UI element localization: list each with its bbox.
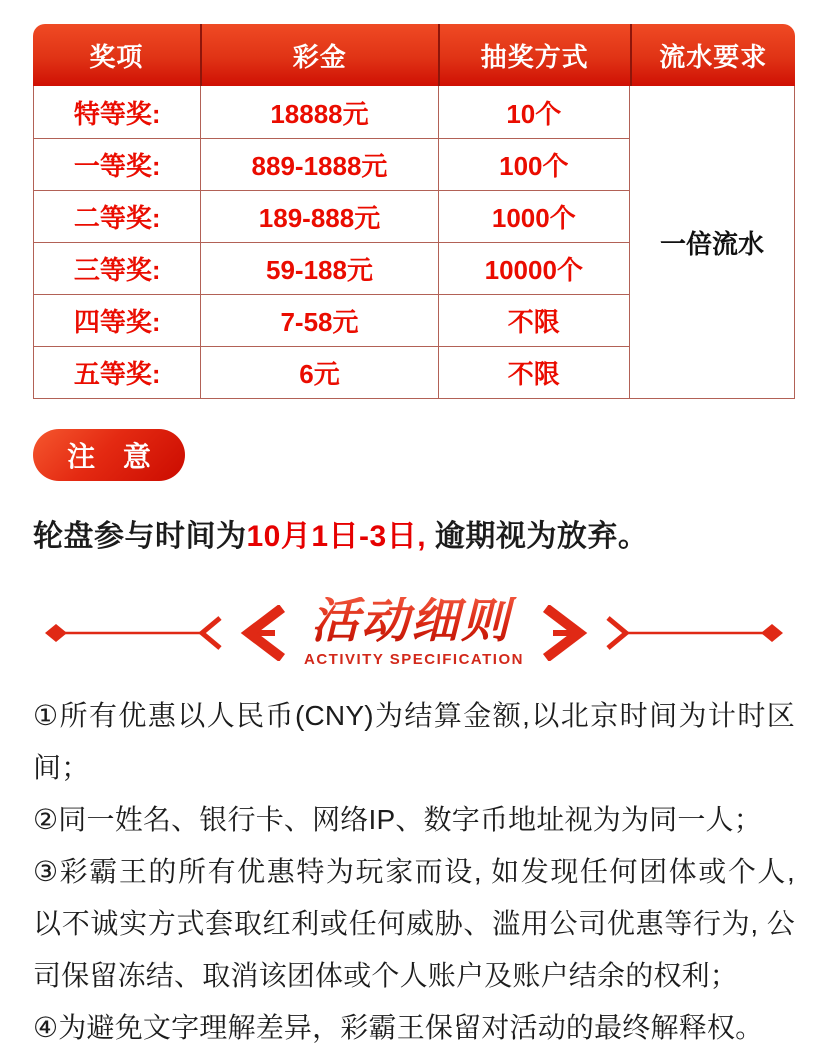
- cell-draw: 100个: [438, 138, 630, 190]
- cell-amount: 189-888元: [200, 190, 437, 242]
- cell-amount: 59-188元: [200, 242, 437, 294]
- prize-table: [33, 24, 795, 399]
- cell-prize: 一等奖:: [34, 138, 200, 190]
- notice-text-suffix: 逾期视为放弃。: [426, 520, 649, 553]
- section-subtitle: ACTIVITY SPECIFICATION: [304, 651, 524, 669]
- activity-rules-header: [33, 597, 795, 668]
- prize-table-body: [33, 86, 795, 399]
- notice-line: [33, 511, 795, 555]
- cell-prize: 二等奖:: [34, 190, 200, 242]
- notice-date-range: 10月1日-3日,: [246, 520, 427, 553]
- cell-draw: 10个: [438, 86, 630, 138]
- turnover-merged-cell: 一倍流水: [629, 86, 794, 398]
- prize-table-header: [33, 24, 795, 86]
- cell-prize: 三等奖:: [34, 242, 200, 294]
- cell-amount: 889-1888元: [200, 138, 437, 190]
- cell-amount: 7-58元: [200, 294, 437, 346]
- section-title-block: [304, 597, 524, 668]
- rule-item-3: ③彩霸王的所有优惠特为玩家而设, 如发现任何团体或个人, 以不诚实方式套取红利或任何威胁、滥用公司优惠等行为, 公司保留冻结、取消该团体或个人账户及账户结余的权利；: [33, 856, 795, 992]
- section-title: 活动细则: [304, 597, 524, 647]
- col-header-turnover: 流水要求: [630, 24, 795, 86]
- notice-text-prefix: 轮盘参与时间为: [33, 520, 247, 553]
- activity-rules-list: [33, 690, 795, 1054]
- rule-item-2: ②同一姓名、银行卡、网络IP、数字币地址视为为同一人；: [33, 804, 762, 836]
- rule-item-4: ④为避免文字理解差异，彩霸王保留对活动的最终解释权。: [33, 1012, 764, 1044]
- col-header-bonus: 彩金: [200, 24, 438, 86]
- col-header-draw: 抽奖方式: [438, 24, 630, 86]
- left-arrow-decoration: [42, 605, 290, 661]
- cell-draw: 10000个: [438, 242, 630, 294]
- cell-draw: 不限: [438, 346, 630, 398]
- cell-draw: 不限: [438, 294, 630, 346]
- cell-prize: 四等奖:: [34, 294, 200, 346]
- cell-prize: 特等奖:: [34, 86, 200, 138]
- cell-amount: 6元: [200, 346, 437, 398]
- col-header-prize: 奖项: [89, 41, 144, 72]
- cell-draw: 1000个: [438, 190, 630, 242]
- cell-prize: 五等奖:: [34, 346, 200, 398]
- rule-item-1: ①所有优惠以人民币(CNY)为结算金额,以北京时间为计时区间；: [33, 700, 795, 784]
- notice-badge: 注 意: [33, 429, 185, 481]
- right-arrow-decoration: [538, 605, 786, 661]
- cell-amount: 18888元: [200, 86, 437, 138]
